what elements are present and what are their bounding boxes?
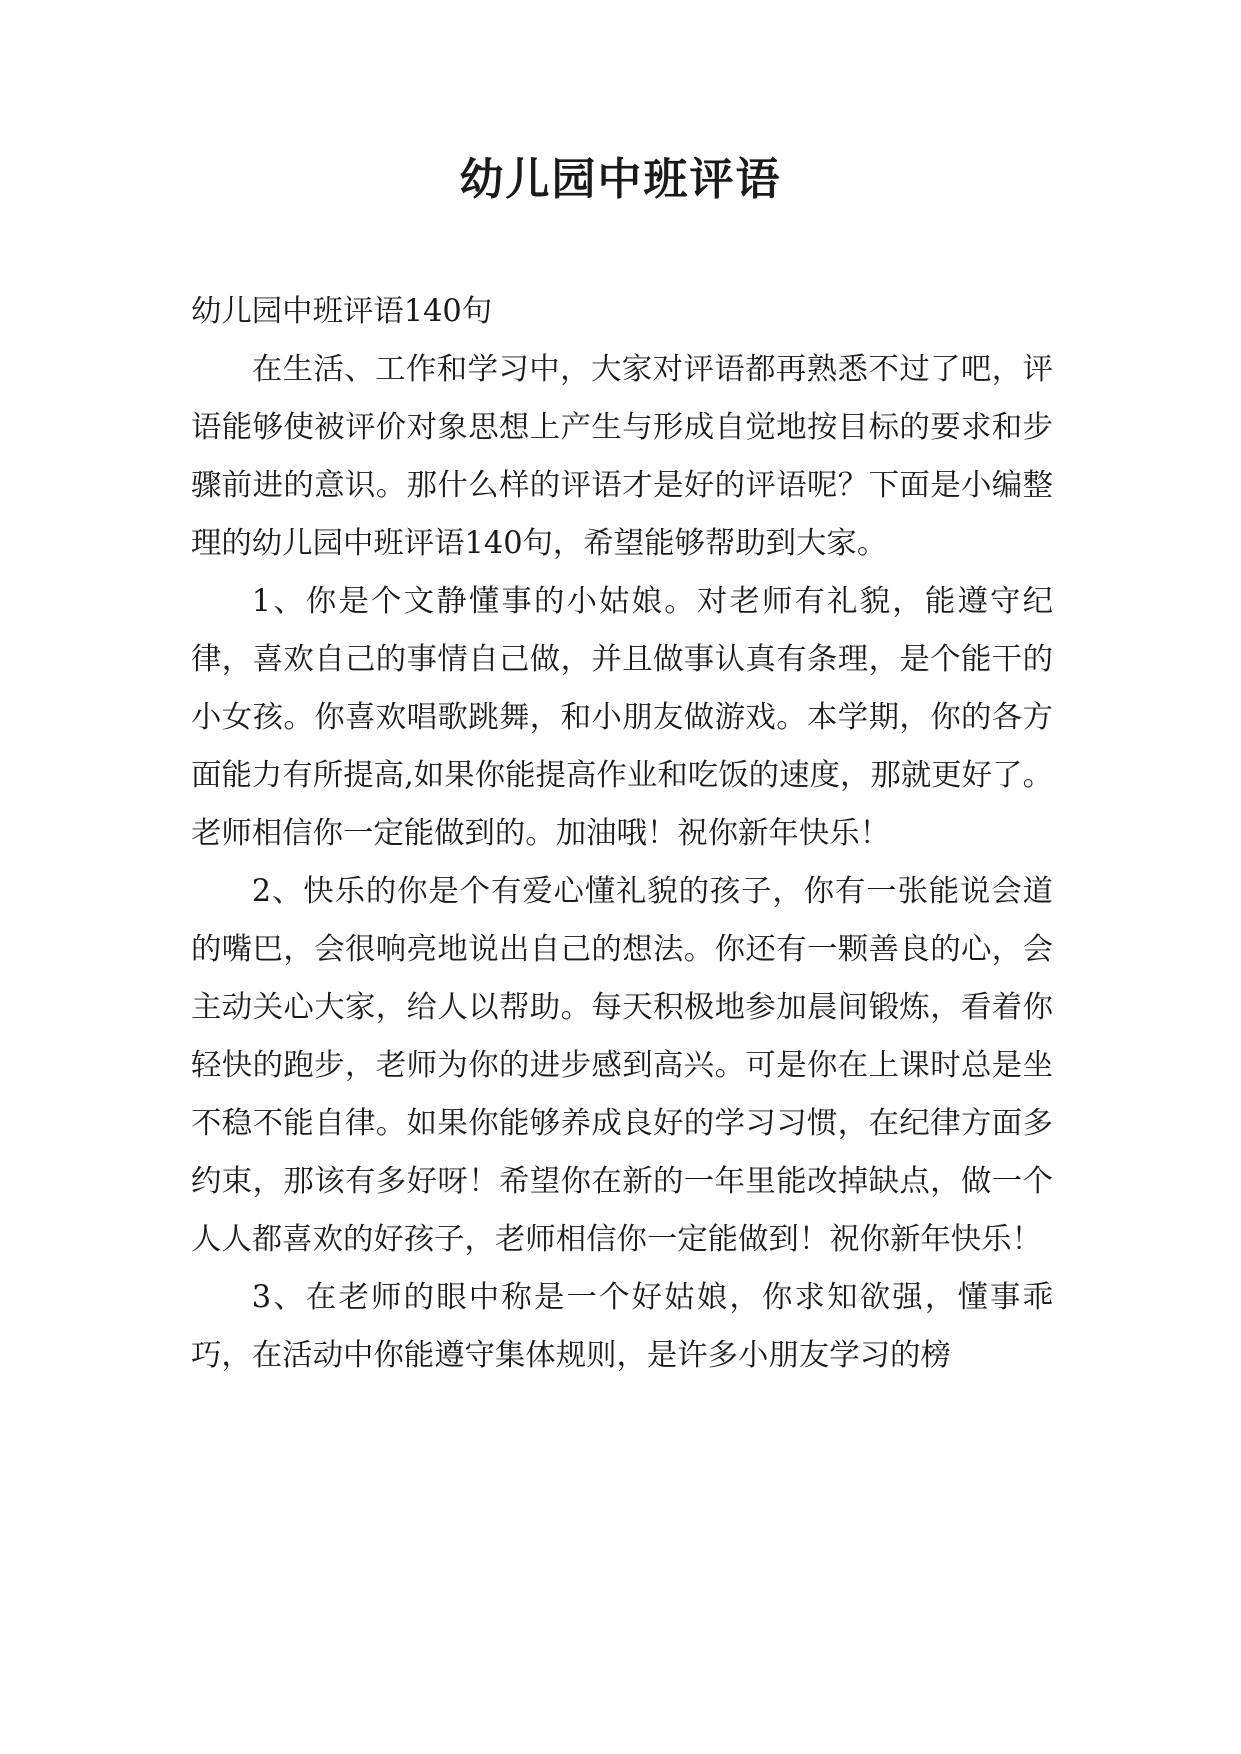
comment-paragraph-2: 2、快乐的你是个有爱心懂礼貌的孩子，你有一张能说会道的嘴巴，会很响亮地说出自己的想法。你还有一颗善良的心，会主动关心大家，给人以帮助。每天积极地参加晨间锻炼，看着你轻快的跑步，老师为你的进步感到高兴。可是你在上课时总是坐不稳不能自律。如果你能够养成良好的学习习惯，在纪律方面多约束，那该有多好呀！希望你在新的一年里能改掉缺点，做一个人人都喜欢的好孩子，老师相信你一定能做到！祝你新年快乐！ <box>191 874 1053 1257</box>
document-subtitle: 幼儿园中班评语140句 <box>191 294 493 329</box>
comment-paragraph-3: 3、在老师的眼中称是一个好姑娘，你求知欲强，懂事乖巧，在活动中你能遵守集体规则，是许多小朋友学习的榜 <box>191 1280 1053 1373</box>
document-title: 幼儿园中班评语 <box>459 154 782 205</box>
comment-paragraph-1: 1、你是个文静懂事的小姑娘。对老师有礼貌，能遵守纪律，喜欢自己的事情自己做，并且做事认真有条理，是个能干的小女孩。你喜欢唱歌跳舞，和小朋友做游戏。本学期，你的各方面能力有所提高,如果你能提高作业和吃饭的速度，那就更好了。老师相信你一定能做到的。加油哦！祝你新年快乐！ <box>191 584 1053 851</box>
intro-paragraph: 在生活、工作和学习中，大家对评语都再熟悉不过了吧，评语能够使被评价对象思想上产生与形成自觉地按目标的要求和步骤前进的意识。那什么样的评语才是好的评语呢？下面是小编整理的幼儿园中班评语140句，希望能够帮助到大家。 <box>191 352 1053 561</box>
document-body <box>191 283 1053 1385</box>
